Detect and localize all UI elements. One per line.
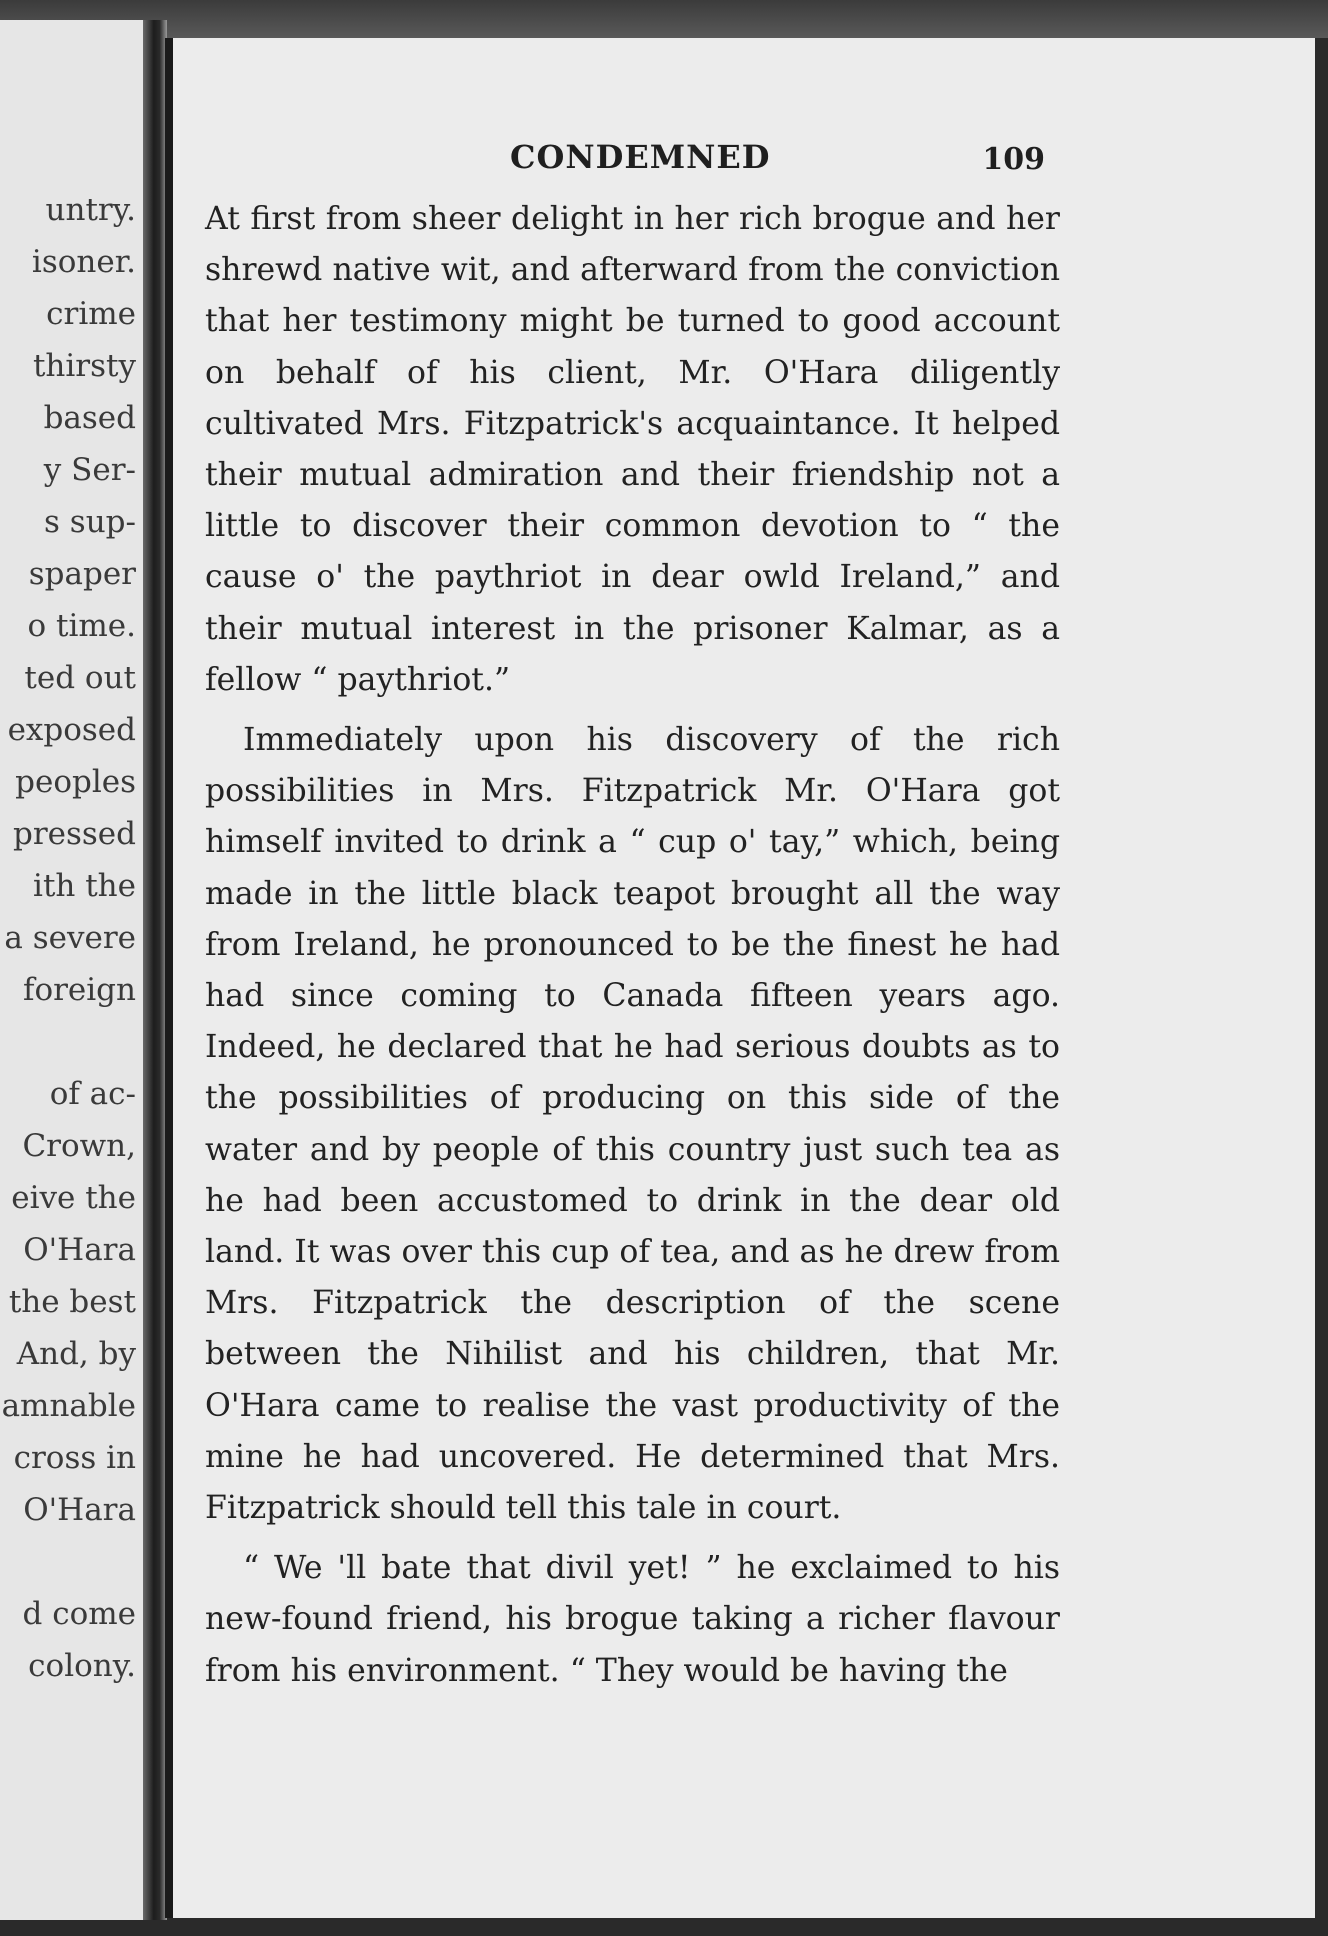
left-page-fragment: the best xyxy=(8,1284,136,1320)
body-text xyxy=(205,194,1060,1697)
left-page-fragment: ith the xyxy=(33,868,136,904)
running-title: CONDEMNED xyxy=(510,138,771,176)
scan-top-edge xyxy=(0,0,1328,38)
left-page-fragment: d come xyxy=(22,1596,136,1632)
left-page-fragment: pressed xyxy=(12,816,136,852)
left-page-fragment: O'Hara xyxy=(23,1232,136,1268)
page-number: 109 xyxy=(982,142,1045,177)
left-page-fragment: O'Hara xyxy=(23,1492,136,1528)
left-page-fragment: y Ser- xyxy=(43,452,136,488)
left-page-fragment: And, by xyxy=(16,1336,136,1372)
paragraph: “ We 'll bate that divil yet! ” he exclaimed to his new-found friend, his brogue taking a richer flavour from his environment. “ They would be having the xyxy=(205,1550,1060,1689)
left-page-fragment: thirsty xyxy=(32,348,136,384)
left-page-fragment: colony. xyxy=(28,1648,136,1684)
left-page-fragment: based xyxy=(43,400,136,436)
left-page-fragment: Crown, xyxy=(22,1128,136,1164)
left-page-fragment: s sup- xyxy=(44,504,136,540)
book-gutter xyxy=(143,20,167,1920)
left-page-fragment: peoples xyxy=(15,764,136,800)
left-page-fragment: ted out xyxy=(24,660,136,696)
left-page-fragment: isoner. xyxy=(31,244,136,280)
left-page-fragment: amnable xyxy=(1,1388,136,1424)
left-page-fragment: o time. xyxy=(27,608,136,644)
paragraph: Immediately upon his discovery of the rich possibilities in Mrs. Fitzpatrick Mr. O'Hara got himself invited to drink a “ cup o' tay,” which, being made in the little black teapot brought all the way from Ireland, he pronounced to be the finest he had had since coming to Canada fifteen years ago. Indeed, he declared that he had serious doubts as to the possibilities of producing on this side of the water and by people of this country just such tea as he had been accustomed to drink in the dear old land. It was over this cup of tea, and as he drew from Mrs. Fitzpatrick the description of the scene between the Nihilist and his children, that Mr. O'Hara came to realise the vast productivity of the mine he had uncovered. He determined that Mrs. Fitzpatrick should tell this tale in court. xyxy=(205,722,1060,1527)
previous-page-edge xyxy=(0,20,150,1920)
left-page-fragment: cross in xyxy=(13,1440,136,1476)
left-page-fragment: crime xyxy=(46,296,136,332)
left-page-fragment: spaper xyxy=(28,556,136,592)
left-page-fragment: a severe xyxy=(4,920,136,956)
paragraph: At first from sheer delight in her rich brogue and her shrewd native wit, and afterward from the conviction that her testimony might be turned to good account on behalf of his client, Mr. O'Hara diligently cultivated Mrs. Fitzpatrick's acquaintance. It helped their mutual admiration and their friendship not a little to discover their common devotion to “ the cause o' the paythriot in dear owld Ireland,” and their mutual interest in the prisoner Kalmar, as a fellow “ paythriot.” xyxy=(205,201,1060,698)
left-page-fragment: exposed xyxy=(7,712,136,748)
running-head xyxy=(345,138,1045,178)
left-page-fragment: of ac- xyxy=(49,1076,136,1112)
left-page-fragment: untry. xyxy=(45,192,136,228)
left-page-fragment: foreign xyxy=(22,972,136,1008)
left-page-fragment: eive the xyxy=(11,1180,136,1216)
